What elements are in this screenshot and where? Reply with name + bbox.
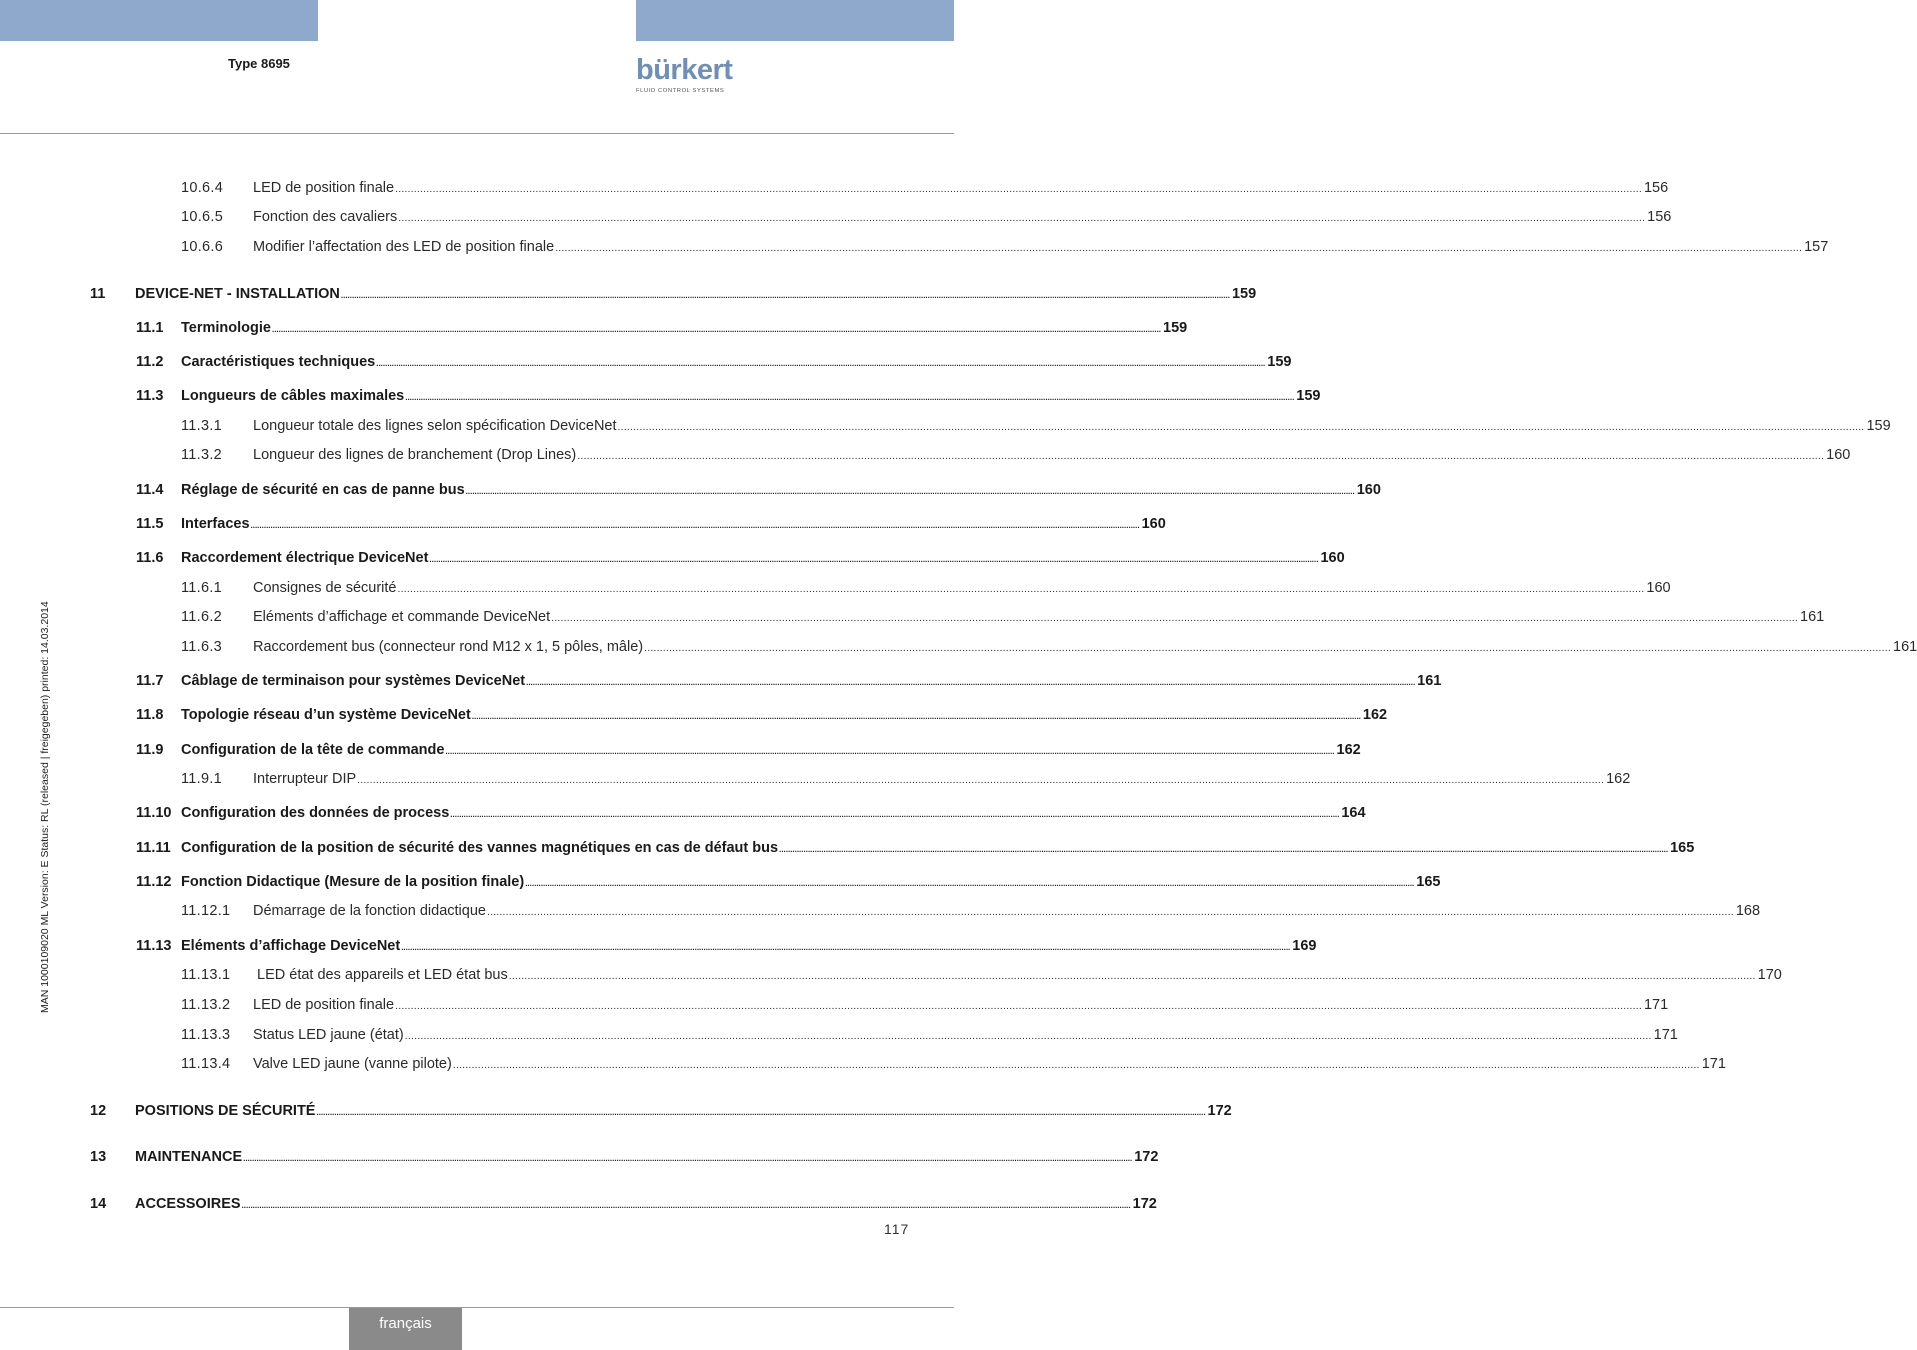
toc-dot-leader: ................................................................................................................................................................................................................................................................................................................................................................................................................: [471, 712, 1361, 721]
toc-entry-title: Configuration des données de process: [181, 805, 450, 821]
toc-dot-leader: ................................................................................................................................................................................................................................................................................................................................................................................................................: [577, 450, 1825, 462]
toc-entry-title: Terminologie: [181, 320, 271, 336]
toc-entry-title: ACCESSOIRES: [135, 1196, 241, 1212]
toc-entry[interactable]: [136, 936, 1317, 956]
language-tab: français: [349, 1308, 462, 1350]
logo-wordmark: bürkert: [636, 54, 733, 86]
toc-dot-leader: ................................................................................................................................................................................................................................................................................................................................................................................................................: [450, 810, 1340, 819]
toc-entry-number: 12: [90, 1103, 107, 1119]
toc-entry-page: 160: [1356, 482, 1381, 498]
toc-entry[interactable]: [181, 607, 1825, 627]
toc-dot-leader: ................................................................................................................................................................................................................................................................................................................................................................................................................: [397, 583, 1645, 595]
toc-entry-number: 11.2: [136, 354, 164, 370]
toc-entry[interactable]: [181, 207, 1672, 227]
toc-dot-leader: ................................................................................................................................................................................................................................................................................................................................................................................................................: [340, 291, 1230, 300]
toc-entry-page: 159: [1231, 286, 1257, 302]
toc-entry-number: 11.12: [136, 874, 172, 890]
toc-entry-page: 157: [1804, 239, 1829, 255]
toc-entry[interactable]: [181, 416, 1891, 436]
toc-entry-page: 164: [1341, 805, 1366, 821]
toc-dot-leader: ................................................................................................................................................................................................................................................................................................................................................................................................................: [405, 393, 1295, 402]
toc-dot-leader: ................................................................................................................................................................................................................................................................................................................................................................................................................: [401, 943, 1291, 952]
toc-entry[interactable]: [136, 352, 1292, 372]
toc-entry[interactable]: [136, 514, 1166, 534]
toc-entry[interactable]: [181, 901, 1761, 921]
header-bar-right: [636, 0, 954, 41]
toc-entry-title: Fonction Didactique (Mesure de la position finale): [181, 874, 525, 890]
toc-entry-number: 10.6.5: [181, 209, 224, 225]
toc-entry-number: 10.6.4: [181, 180, 224, 196]
toc-entry-title: Caractéristiques techniques: [181, 354, 376, 370]
toc-entry-number: 11.9: [136, 742, 164, 758]
toc-entry-number: 11.13.4: [181, 1056, 231, 1072]
toc-entry-number: 11.5: [136, 516, 164, 532]
toc-entry-page: 169: [1292, 938, 1317, 954]
toc-entry-title: POSITIONS DE SÉCURITÉ: [135, 1103, 316, 1119]
toc-entry-number: 11.13.3: [181, 1027, 231, 1043]
toc-dot-leader: ................................................................................................................................................................................................................................................................................................................................................................................................................: [398, 212, 1646, 224]
toc-entry[interactable]: [181, 178, 1669, 198]
toc-entry[interactable]: [181, 1025, 1678, 1045]
toc-entry-title: DEVICE-NET - INSTALLATION: [135, 286, 340, 302]
toc-entry-number: 11.3.1: [181, 418, 223, 434]
toc-dot-leader: ................................................................................................................................................................................................................................................................................................................................................................................................................: [779, 845, 1669, 854]
page-number: 117: [884, 1221, 910, 1237]
toc-entry-title: Longueur des lignes de branchement (Drop Lines): [253, 447, 577, 463]
toc-entry-page: 165: [1670, 840, 1695, 856]
toc-entry-page: 159: [1163, 320, 1188, 336]
toc-dot-leader: ................................................................................................................................................................................................................................................................................................................................................................................................................: [395, 183, 1642, 195]
document-metadata-vertical: MAN 1000109020 ML Version: E Status: RL (released | freigegeben) printed: 14.03.2014: [39, 601, 51, 1013]
document-type: Type 8695: [228, 56, 290, 71]
toc-entry-title: Topologie réseau d’un système DeviceNet: [181, 707, 471, 723]
toc-entry-number: 11.13: [136, 938, 172, 954]
toc-entry-page: 159: [1866, 418, 1891, 434]
burkert-logo: [636, 54, 734, 97]
toc-entry[interactable]: [136, 872, 1441, 892]
toc-dot-leader: ................................................................................................................................................................................................................................................................................................................................................................................................................: [617, 421, 1865, 433]
toc-entry-page: 162: [1606, 771, 1631, 787]
toc-dot-leader: ................................................................................................................................................................................................................................................................................................................................................................................................................: [445, 747, 1335, 756]
toc-dot-leader: ................................................................................................................................................................................................................................................................................................................................................................................................................: [271, 325, 1162, 334]
toc-entry[interactable]: [136, 318, 1188, 338]
toc-entry-page: 171: [1701, 1056, 1726, 1072]
toc-entry-title: MAINTENANCE: [135, 1149, 243, 1165]
toc-entry[interactable]: [181, 237, 1829, 257]
toc-entry-title: Longueurs de câbles maximales: [181, 388, 405, 404]
toc-entry-number: 11.12.1: [181, 903, 231, 919]
toc-entry-number: 11.13.2: [181, 997, 231, 1013]
toc-dot-leader: ................................................................................................................................................................................................................................................................................................................................................................................................................: [486, 906, 1734, 918]
toc-dot-leader: ................................................................................................................................................................................................................................................................................................................................................................................................................: [551, 612, 1799, 624]
toc-entry[interactable]: [90, 284, 1257, 304]
toc-entry-number: 11.6.2: [181, 609, 223, 625]
toc-dot-leader: ................................................................................................................................................................................................................................................................................................................................................................................................................: [526, 678, 1416, 687]
toc-entry-title: Interfaces: [181, 516, 250, 532]
toc-entry[interactable]: [90, 1101, 1232, 1121]
toc-entry[interactable]: [136, 386, 1321, 406]
toc-entry[interactable]: [136, 480, 1381, 500]
toc-entry-title: Raccordement électrique DeviceNet: [181, 550, 429, 566]
toc-entry-number: 11.3.2: [181, 447, 223, 463]
toc-entry-page: 171: [1643, 997, 1669, 1013]
toc-entry[interactable]: [136, 548, 1345, 568]
toc-entry-page: 160: [1320, 550, 1345, 566]
footer-divider: [0, 1307, 954, 1308]
header-divider: [0, 133, 954, 134]
toc-entry[interactable]: [136, 740, 1361, 760]
toc-entry-number: 11.11: [136, 840, 171, 856]
toc-entry-number: 11.1: [136, 320, 164, 336]
toc-entry-page: 156: [1647, 209, 1672, 225]
toc-entry-title: Fonction des cavaliers: [253, 209, 398, 225]
toc-entry-number: 14: [90, 1196, 107, 1212]
toc-entry-page: 160: [1141, 516, 1166, 532]
toc-entry[interactable]: [136, 803, 1366, 823]
toc-entry[interactable]: [136, 705, 1388, 725]
toc-entry[interactable]: [181, 445, 1851, 465]
toc-entry-title: Eléments d’affichage et commande DeviceNet: [253, 609, 551, 625]
toc-entry-title: LED de position finale: [253, 180, 395, 196]
toc-entry-title: Réglage de sécurité en cas de panne bus: [181, 482, 465, 498]
toc-entry-page: 156: [1643, 180, 1669, 196]
toc-entry-number: 11.6.1: [181, 580, 223, 596]
toc-entry-page: 162: [1362, 707, 1388, 723]
toc-entry-title: Modifier l’affectation des LED de position finale: [253, 239, 555, 255]
toc-dot-leader: ................................................................................................................................................................................................................................................................................................................................................................................................................: [452, 1059, 1700, 1071]
toc-dot-leader: ................................................................................................................................................................................................................................................................................................................................................................................................................: [429, 555, 1319, 564]
toc-dot-leader: ................................................................................................................................................................................................................................................................................................................................................................................................................: [357, 774, 1605, 786]
toc-entry-title: Configuration de la tête de commande: [181, 742, 445, 758]
toc-entry[interactable]: [181, 578, 1671, 598]
toc-entry-title: Raccordement bus (connecteur rond M12 x 1, 5 pôles, mâle): [253, 639, 644, 655]
toc-dot-leader: ................................................................................................................................................................................................................................................................................................................................................................................................................: [644, 642, 1891, 654]
toc-entry-title: Démarrage de la fonction didactique: [253, 903, 486, 919]
toc-entry-page: 160: [1646, 580, 1671, 596]
toc-entry-number: 11.13.1: [181, 967, 231, 983]
toc-entry-number: 11.4: [136, 482, 164, 498]
logo-tagline: FLUID CONTROL SYSTEMS: [636, 88, 725, 94]
toc-entry-number: 11.7: [136, 673, 164, 689]
toc-entry[interactable]: [136, 838, 1695, 858]
toc-dot-leader: ................................................................................................................................................................................................................................................................................................................................................................................................................: [555, 242, 1803, 254]
toc-dot-leader: ................................................................................................................................................................................................................................................................................................................................................................................................................: [250, 521, 1140, 530]
toc-entry[interactable]: [181, 995, 1669, 1015]
toc-entry-number: 11.10: [136, 805, 172, 821]
toc-dot-leader: ................................................................................................................................................................................................................................................................................................................................................................................................................: [376, 359, 1266, 368]
toc-dot-leader: ................................................................................................................................................................................................................................................................................................................................................................................................................: [404, 1030, 1652, 1042]
toc-entry-page: 161: [1800, 609, 1825, 625]
toc-entry-page: 170: [1757, 967, 1782, 983]
toc-entry-number: 10.6.6: [181, 239, 224, 255]
toc-entry-number: 11.6.3: [181, 639, 223, 655]
toc-dot-leader: ................................................................................................................................................................................................................................................................................................................................................................................................................: [316, 1108, 1206, 1117]
toc-dot-leader: ................................................................................................................................................................................................................................................................................................................................................................................................................: [241, 1201, 1131, 1210]
toc-entry-title: LED état des appareils et LED état bus: [253, 967, 508, 983]
toc-entry-page: 159: [1267, 354, 1292, 370]
toc-entry-page: 168: [1735, 903, 1761, 919]
toc-dot-leader: ................................................................................................................................................................................................................................................................................................................................................................................................................: [465, 487, 1355, 496]
toc-entry-number: 11.9.1: [181, 771, 223, 787]
toc-entry-title: Configuration de la position de sécurité des vannes magnétiques en cas de défaut bus: [181, 840, 779, 856]
toc-entry[interactable]: [136, 671, 1442, 691]
toc-dot-leader: ................................................................................................................................................................................................................................................................................................................................................................................................................: [395, 1000, 1642, 1012]
toc-entry-number: 11.6: [136, 550, 164, 566]
toc-entry-page: 162: [1336, 742, 1361, 758]
toc-entry[interactable]: [90, 1147, 1159, 1167]
toc-dot-leader: ................................................................................................................................................................................................................................................................................................................................................................................................................: [243, 1154, 1133, 1163]
toc-entry-page: 159: [1296, 388, 1321, 404]
toc-entry-title: Eléments d’affichage DeviceNet: [181, 938, 401, 954]
toc-entry-page: 160: [1826, 447, 1851, 463]
toc-dot-leader: ................................................................................................................................................................................................................................................................................................................................................................................................................: [508, 970, 1756, 982]
toc-entry-number: 11.8: [136, 707, 164, 723]
toc-entry[interactable]: [181, 1054, 1726, 1074]
toc-entry[interactable]: [90, 1194, 1157, 1214]
toc-entry-page: 172: [1134, 1149, 1159, 1165]
toc-entry-page: 172: [1207, 1103, 1232, 1119]
toc-entry-page: 172: [1132, 1196, 1157, 1212]
toc-dot-leader: ................................................................................................................................................................................................................................................................................................................................................................................................................: [525, 879, 1415, 888]
toc-entry-page: 161: [1893, 639, 1917, 655]
header-bar-left: [0, 0, 318, 41]
toc-entry-title: Longueur totale des lignes selon spécification DeviceNet: [253, 418, 617, 434]
toc-entry-page: 165: [1416, 874, 1441, 890]
toc-entry-title: Consignes de sécurité: [253, 580, 397, 596]
toc-entry[interactable]: [181, 769, 1631, 789]
toc-entry-title: Valve LED jaune (vanne pilote): [253, 1056, 452, 1072]
toc-entry[interactable]: [181, 965, 1782, 985]
toc-entry[interactable]: [181, 637, 1917, 657]
toc-entry-title: Status LED jaune (état): [253, 1027, 404, 1043]
toc-entry-title: Interrupteur DIP: [253, 771, 357, 787]
toc-entry-title: LED de position finale: [253, 997, 395, 1013]
toc-entry-number: 11.3: [136, 388, 164, 404]
toc-entry-page: 171: [1653, 1027, 1678, 1043]
toc-entry-page: 161: [1417, 673, 1442, 689]
toc-entry-title: Câblage de terminaison pour systèmes DeviceNet: [181, 673, 526, 689]
toc-entry-number: 13: [90, 1149, 107, 1165]
toc-entry-number: 11: [90, 286, 106, 302]
